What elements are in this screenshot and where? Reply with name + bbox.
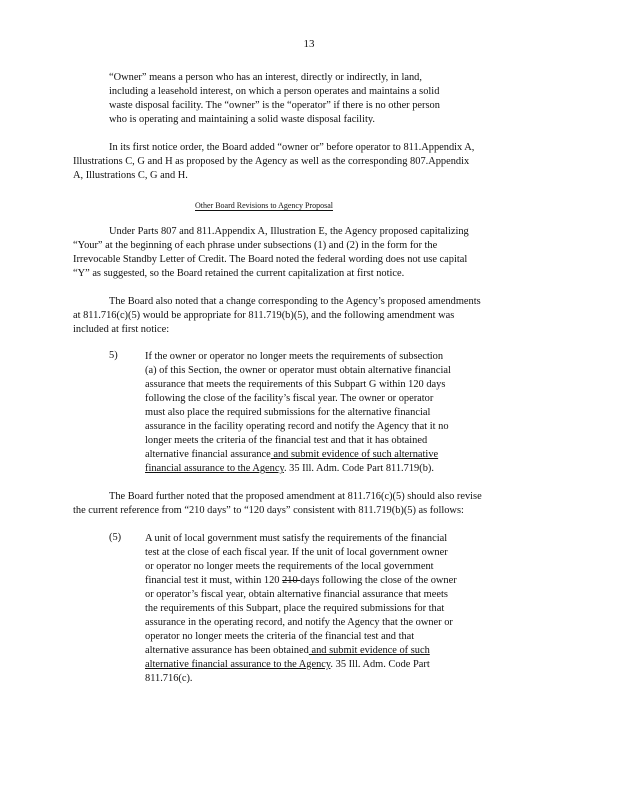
item-number: (5)	[109, 532, 122, 543]
paragraph-line: at 811.716(c)(5) would be appropriate for 811.719(b)(5), and the following amendment was	[73, 310, 455, 321]
paragraph-line: “Y” as suggested, so the Board retained the current capitalization at first notice.	[73, 268, 405, 279]
section-heading: Other Board Revisions to Agency Proposal	[195, 201, 333, 210]
paragraph-line: Under Parts 807 and 811.Appendix A, Illustration E, the Agency proposed capitalizing	[109, 226, 469, 237]
paragraph-line: Illustrations C, G and H as proposed by the Agency as well as the corresponding 807.Appendix	[73, 156, 470, 167]
paragraph-line: included at first notice:	[73, 324, 170, 335]
item-line-amended	[145, 574, 457, 588]
item-line: If the owner or operator no longer meets the requirements of subsection	[145, 351, 444, 362]
inserted-text: alternative financial assurance to the Agency	[145, 659, 331, 670]
definition-line: waste disposal facility. The “owner” is the “operator” if there is no other person	[109, 100, 440, 111]
item-line: A unit of local government must satisfy the requirements of the financial	[145, 533, 448, 544]
item-line-amended	[145, 658, 430, 672]
plain-text: . 35 Ill. Adm. Code Part	[330, 659, 430, 670]
item-line: assurance that meets the requirements of this Subpart G within 120 days	[145, 379, 446, 390]
paragraph-line: Irrevocable Standby Letter of Credit. The Board noted the federal wording does not use capital	[73, 254, 468, 265]
plain-text: financial test it must, within 120	[145, 575, 283, 586]
inserted-text: and submit evidence of such	[308, 645, 430, 656]
item-line: the requirements of this Subpart, place the required submissions for that	[145, 603, 445, 614]
paragraph-line: The Board also noted that a change corresponding to the Agency’s proposed amendments	[109, 296, 481, 307]
item-line-amended	[145, 462, 434, 476]
paragraph-line: In its first notice order, the Board added “owner or” before operator to 811.Appendix A,	[109, 142, 475, 153]
item-line-amended	[145, 448, 438, 462]
plain-text: . 35 Ill. Adm. Code Part 811.719(b).	[283, 463, 434, 474]
item-line: assurance in the operating record, and notify the Agency that the owner or	[145, 617, 453, 628]
definition-line: who is operating and maintaining a solid waste disposal facility.	[109, 114, 375, 125]
definition-line: “Owner” means a person who has an interest, directly or indirectly, in land,	[109, 72, 422, 83]
paragraph-line: The Board further noted that the proposed amendment at 811.716(c)(5) should also revise	[109, 491, 482, 502]
plain-text: alternative assurance has been obtained	[145, 645, 309, 656]
item-line: must also place the required submissions for the alternative financial	[145, 407, 431, 418]
item-line: or operator no longer meets the requirements of the local government	[145, 561, 434, 572]
plain-text: alternative financial assurance	[145, 449, 271, 460]
item-line: or operator’s fiscal year, obtain alternative financial assurance that meets	[145, 589, 448, 600]
plain-text: days following the close of the owner	[300, 575, 457, 586]
inserted-text: financial assurance to the Agency	[145, 463, 284, 474]
definition-line: including a leasehold interest, on which a person operates and maintains a solid	[109, 86, 440, 97]
paragraph-line: the current reference from “210 days” to “120 days” consistent with 811.719(b)(5) as follows:	[73, 505, 464, 516]
paragraph-line: A, Illustrations C, G and H.	[73, 170, 188, 181]
item-number: 5)	[109, 350, 118, 361]
item-line: test at the close of each fiscal year. If the unit of local government owner	[145, 547, 448, 558]
inserted-text: and submit evidence of such alternative	[270, 449, 439, 460]
item-line: assurance in the facility operating record and notify the Agency that it no	[145, 421, 449, 432]
paragraph-line: “Your” at the beginning of each phrase under subsections (1) and (2) in the form for the	[73, 240, 438, 251]
item-line: operator no longer meets the criteria of the financial test and that	[145, 631, 415, 642]
deleted-text: 210	[282, 575, 301, 586]
item-line: longer meets the criteria of the financial test and that it has obtained	[145, 435, 428, 446]
item-line: 811.716(c).	[145, 673, 193, 684]
page-number: 13	[303, 38, 315, 50]
item-line-amended	[145, 644, 430, 658]
item-line: (a) of this Section, the owner or operator must obtain alternative financial	[145, 365, 451, 376]
item-line: following the close of the facility’s fiscal year. The owner or operator	[145, 393, 434, 404]
